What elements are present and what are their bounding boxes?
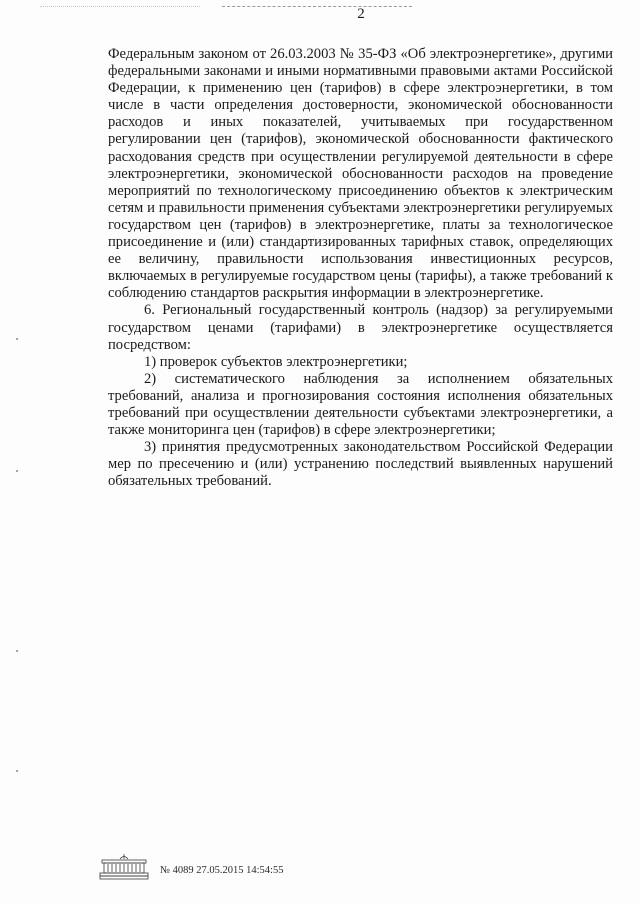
paragraph-section-6: 6. Региональный государственный контроль (надзор) за регулируемыми государством ценами (тарифами) в электроэнергетике осуществляется посредством: [108, 302, 613, 353]
registration-stamp: № 4089 27.05.2015 14:54:55 [160, 865, 284, 876]
building-seal-icon [98, 853, 150, 881]
list-item-1: 1) проверок субъектов электроэнергетики; [144, 353, 408, 370]
scan-artifact [16, 338, 18, 340]
scan-artifact [16, 770, 18, 772]
registration-footer [98, 853, 338, 883]
document-body [108, 46, 613, 490]
list-item-3: 3) принятия предусмотренных законодательством Российской Федерации мер по пресечению и (или) устранению последствий выявленных нарушений обязательных требований. [108, 439, 613, 490]
scan-artifact [16, 650, 18, 652]
list-item-2: 2) систематического наблюдения за исполнением обязательных требований, анализа и прогнозирования состояния исполнения обязательных требований при осуществлении деятельности субъектами электроэнергетики, а также мониторинга цен (тарифов) в сфере электроэнергетики; [108, 370, 613, 439]
scan-artifact [16, 470, 18, 472]
page-number: 2 [357, 6, 365, 22]
paragraph-continuation: Федеральным законом от 26.03.2003 № 35-ФЗ «Об электроэнергетике», другими федеральными законами и иными нормативными правовыми актами Российской Федерации, к применению цен (тарифов) в сфере электроэнергетики, в том числе в части определения достоверности, экономической обоснованности расходов и иных показателей, учитываемых при государственном регулировании цен (тарифов), экономической обоснованности фактического расходования средств при осуществлении регулируемой деятельности в сфере электроэнергетики, экономической обоснованности расходов на проведение мероприятий по технологическому присоединению объектов к электрическим сетям и правильности применения субъектами электроэнергетики регулируемых государством цен (тарифов) в электроэнергетике, платы за технологическое присоединение и (или) стандартизированных тарифных ставок, определяющих ее величину, правильности использования инвестиционных ресурсов, включаемых в регулируемые государством цены (тарифы), а также требований к соблюдению стандартов раскрытия информации в электроэнергетике. [108, 46, 613, 302]
